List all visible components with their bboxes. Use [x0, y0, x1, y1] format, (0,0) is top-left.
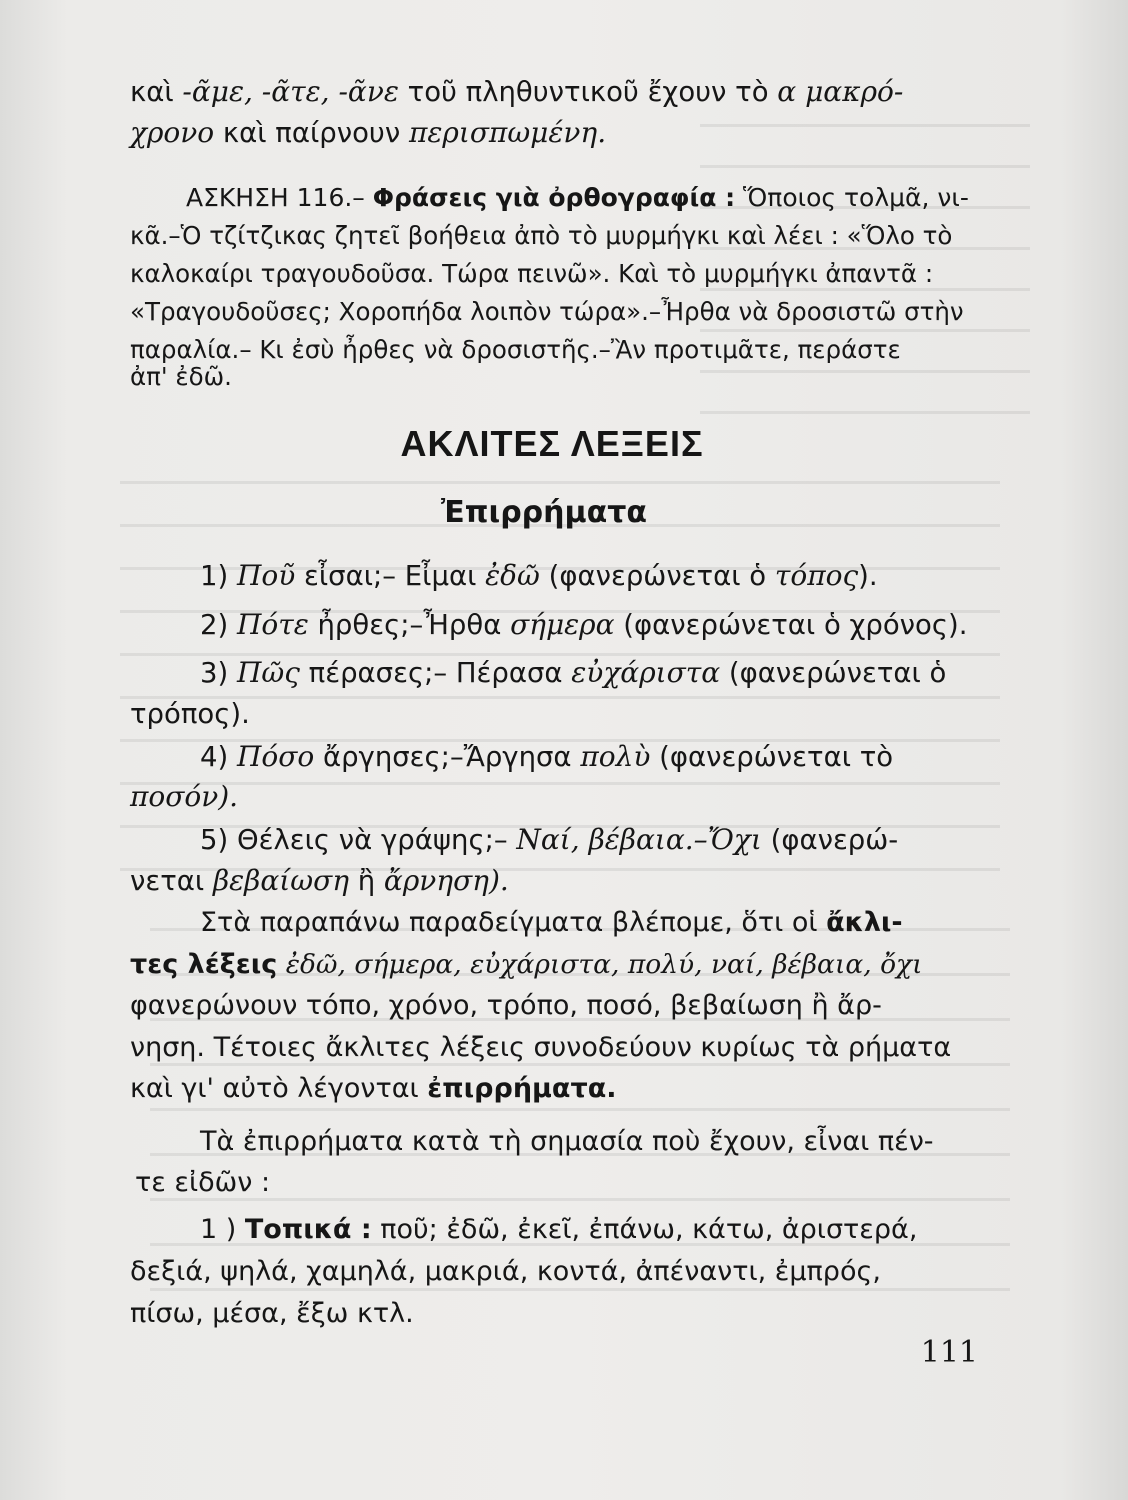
category-label: Τοπικά : [244, 1214, 372, 1245]
key-term: ἄκλι- [826, 907, 903, 938]
example-adverb: ἐδῶ [485, 559, 540, 592]
key-term: ἐπιρρήματα. [427, 1073, 617, 1104]
example-3 [200, 653, 946, 693]
example-text: (φανερώνεται τὸ [650, 741, 894, 773]
exercise-116-line-2: κᾶ.–Ὁ τζίτζικας ζητεῖ βοήθεια ἀπὸ τὸ μυρμήγκι καὶ λέει : «Ὅλο τὸ [130, 221, 953, 250]
example-text: πέρασες;– Πέρασα [299, 657, 572, 689]
paragraph-2-line-1: Τὰ ἐπιρρήματα κατὰ τὴ σημασία ποὺ ἔχουν, εἶναι πέν- [200, 1126, 934, 1157]
page-number: 111 [920, 1335, 978, 1370]
intro-line-2 [130, 113, 606, 153]
intro-term: περισπωμένη. [408, 116, 607, 149]
paragraph-2-line-2: τε εἰδῶν : [135, 1167, 271, 1198]
example-text: νεται [130, 865, 213, 897]
topika-line-2: δεξιά, ψηλά, χαμηλά, μακριά, κοντά, ἀπέναντι, ἐμπρός, [130, 1256, 881, 1287]
example-text: (φανερώ- [761, 824, 899, 856]
exercise-title: Φράσεις γιὰ ὀρθογραφία : [372, 183, 736, 212]
section-heading: ΑΚΛΙΤΕΣ ΛΕΞΕΙΣ [400, 423, 704, 464]
intro-text: καὶ [130, 76, 183, 108]
exercise-116-line-1 [186, 178, 969, 218]
list-number: 1 ) [200, 1214, 245, 1245]
intro-endings: -ᾶμε, -ᾶτε, -ᾶνε [182, 75, 399, 108]
paragraph-1-line-2 [130, 945, 922, 985]
example-adverb: εὐχάριστα [571, 656, 721, 689]
example-term: βεβαίωση [212, 864, 349, 897]
intro-line-1 [130, 72, 903, 112]
example-number: 3) [200, 657, 237, 689]
example-adverb: Ποῦ [236, 559, 296, 592]
paragraph-adverbs: ἐδῶ, σήμερα, εὐχάριστα, πολύ, ναί, βέβαια, ὄχι [277, 949, 923, 980]
intro-text: τοῦ πληθυντικοῦ ἔχουν τὸ [398, 76, 778, 108]
example-number: 5) [200, 824, 237, 856]
exercise-116-line-3: καλοκαίρι τραγουδοῦσα. Τώρα πεινῶ». Καὶ τὸ μυρμήγκι ἀπαντᾶ : [130, 259, 934, 288]
example-text: ἄργησες;–Ἄργησα [314, 741, 581, 773]
example-5-cont [130, 861, 509, 901]
key-term: τες λέξεις [130, 949, 278, 980]
example-number: 2) [200, 609, 237, 641]
example-3-cont: τρόπος). [130, 698, 250, 730]
example-2 [200, 605, 967, 645]
example-1 [200, 556, 878, 596]
example-text: Θέλεις νὰ γράψης;– [236, 824, 517, 856]
intro-text: καὶ παίρνουν [214, 117, 409, 149]
example-text: εἶσαι;– Εἶμαι [295, 560, 486, 592]
example-text: ἦρθες;–Ἦρθα [308, 609, 511, 641]
example-text: ἢ [348, 865, 384, 897]
paragraph-1-line-1 [200, 903, 903, 943]
example-4-cont: ποσόν). [130, 780, 239, 813]
exercise-text: Ὅποιος τολμᾶ, νι- [735, 183, 969, 212]
example-adverb: Ναί, βέβαια.–Ὄχι [516, 823, 762, 856]
example-5 [200, 820, 898, 860]
exercise-number: ΑΣΚΗΣΗ 116.– [186, 183, 373, 212]
exercise-116-line-6: ἀπ' ἐδῶ. [130, 362, 232, 391]
paragraph-1-line-5 [130, 1069, 617, 1109]
example-adverb: σήμερα [510, 608, 615, 641]
example-term: τόπος [774, 559, 859, 592]
example-adverb: πολὺ [580, 740, 651, 773]
example-text: (φανερώνεται ὁ χρόνος). [614, 609, 968, 641]
example-adverb: Πότε [236, 608, 309, 641]
example-number: 4) [200, 741, 237, 773]
intro-term: χρονο [130, 116, 215, 149]
example-text: (φανερώνεται ὁ [539, 560, 775, 592]
paragraph-1-line-4: νηση. Τέτοιες ἄκλιτες λέξεις συνοδεύουν κυρίως τὰ ρήματα [130, 1032, 952, 1063]
example-number: 1) [200, 560, 237, 592]
example-text: (φανερώνεται ὁ [720, 657, 947, 689]
example-adverb: Πόσο [236, 740, 315, 773]
example-term: ἄρνηση). [383, 864, 509, 897]
exercise-116-line-4: «Τραγουδοῦσες; Χοροπήδα λοιπὸν τώρα».–Ἦρθα νὰ δροσιστῶ στὴν [130, 297, 964, 326]
example-adverb: Πῶς [236, 656, 300, 689]
example-text: ). [858, 560, 878, 592]
paragraph-text: καὶ γι' αὐτὸ λέγονται [130, 1073, 428, 1104]
example-4 [200, 737, 893, 777]
topika-line-3: πίσω, μέσα, ἔξω κτλ. [130, 1298, 414, 1329]
paragraph-1-line-3: φανερώνουν τόπο, χρόνο, τρόπο, ποσό, βεβαίωση ἢ ἄρ- [130, 990, 882, 1021]
exercise-116-line-5: παραλία.– Κι ἐσὺ ἦρθες νὰ δροσιστῆς.–Ἂν προτιμᾶτε, περάστε [130, 335, 901, 364]
paragraph-text: Στὰ παραπάνω παραδείγματα βλέπομε, ὅτι οἱ [200, 907, 827, 938]
intro-term: α μακρό- [777, 75, 904, 108]
topika-line-1 [200, 1210, 917, 1250]
list-text: ποῦ; ἐδῶ, ἐκεῖ, ἐπάνω, κάτω, ἀριστερά, [371, 1214, 918, 1245]
section-subheading: Ἐπιρρήματα [441, 495, 647, 530]
